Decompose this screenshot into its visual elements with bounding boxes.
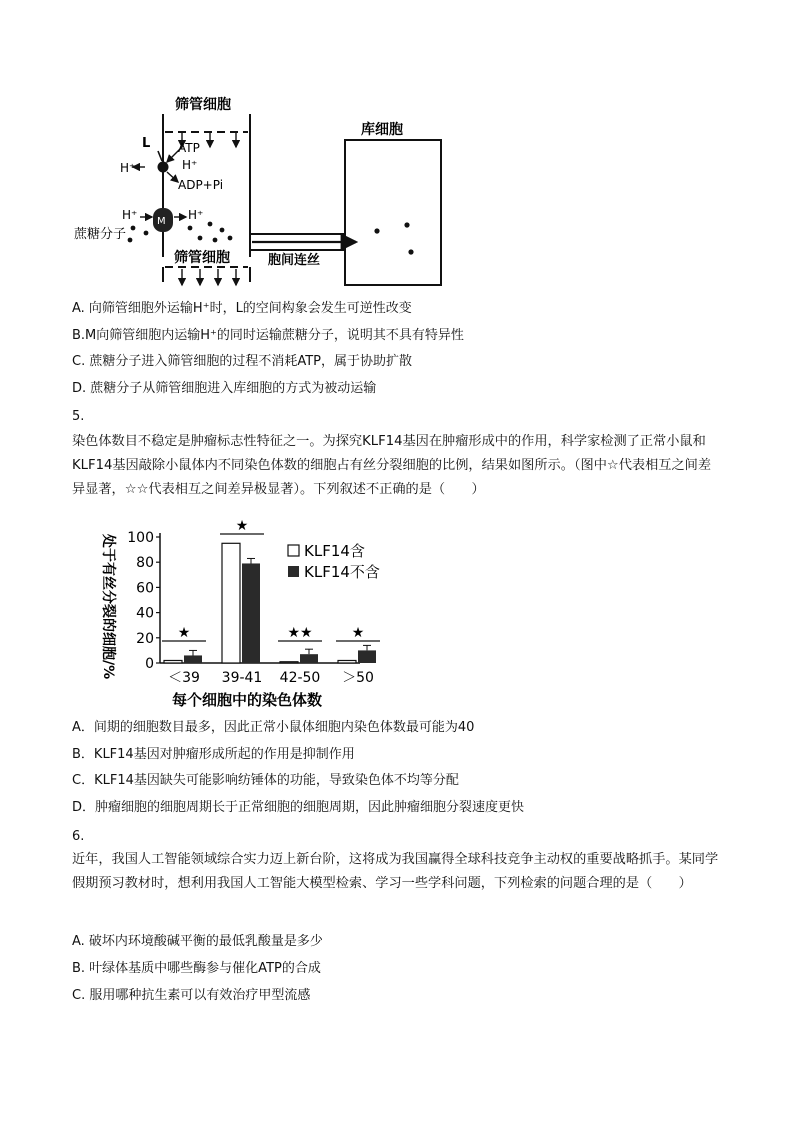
label-m-h-right: H⁺ [188, 208, 204, 222]
q5-option-c: C．KLF14基因缺失可能影响纺锤体的功能，导致染色体不均等分配 [72, 773, 459, 788]
bar-klf14-absent [184, 655, 202, 663]
label-sieve-top: 筛管细胞 [175, 97, 231, 113]
q6-stem: 近年，我国人工智能领域综合实力迈上新台阶，这将成为我国赢得全球科技竞争主动权的重要战略抓手。某同学假期预习教材时，想利用我国人工智能大模型检索、学习一些学科问题，下列检索的问题合理的是（ ） [72, 852, 719, 891]
label-adp: ADP+Pi [178, 178, 224, 192]
bar-klf14-present [280, 662, 298, 663]
q4-option-a: A. 向筛管细胞外运输H⁺时，L的空间构象会发生可逆性改变 [72, 301, 412, 316]
y-tick-label: 60 [136, 580, 154, 597]
q6-option-c: C. 服用哪种抗生素可以有效治疗甲型流感 [72, 988, 311, 1003]
label-m: M [157, 216, 166, 227]
legend-label-present: KLF14含 [304, 542, 365, 560]
label-m-h-left: H⁺ [122, 208, 138, 222]
significance-star: ★★ [287, 625, 313, 641]
q4-option-c: C. 蔗糖分子进入筛管细胞的过程不消耗ATP，属于协助扩散 [72, 354, 413, 369]
q6-number: 6. [72, 829, 85, 844]
label-plasmodesma: 胞间连丝 [268, 253, 321, 268]
mitosis-bar-chart [90, 512, 410, 712]
legend-label-absent: KLF14不含 [304, 563, 380, 581]
bar-klf14-absent [242, 563, 260, 663]
x-tick-label: ＜39 [168, 670, 200, 686]
q6-option-b: B. 叶绿体基质中哪些酶参与催化ATP的合成 [72, 961, 321, 976]
x-tick-label: 42-50 [279, 670, 321, 686]
q5-stem: 染色体数目不稳定是肿瘤标志性特征之一。为探究KLF14基因在肿瘤形成中的作用，科学家检测了正常小鼠和KLF14基因敲除小鼠体内不同染色体数的细胞占有丝分裂细胞的比例，结果如图所示。（图中☆代表相互之间差异显著，☆☆代表相互之间差异极显著）。下列叙述不正确的是（ ） [72, 434, 712, 497]
significance-star: ★ [177, 625, 191, 641]
significance-star: ★ [235, 518, 249, 534]
label-atp: ATP [178, 141, 200, 155]
bar-klf14-present [164, 660, 182, 663]
label-h-left: H⁺ [120, 161, 136, 175]
bar-klf14-absent [358, 650, 376, 663]
q5-number: 5. [72, 409, 85, 424]
label-sieve-bottom: 筛管细胞 [174, 250, 230, 266]
label-l: L [142, 136, 151, 151]
label-h-right: H⁺ [182, 158, 198, 172]
y-tick-label: 0 [145, 656, 154, 672]
label-sucrose: 蔗糖分子 [74, 227, 127, 242]
y-tick-label: 20 [136, 630, 154, 647]
legend-swatch-absent [288, 566, 299, 577]
q5-option-d: D．肿瘤细胞的细胞周期长于正常细胞的细胞周期，因此肿瘤细胞分裂速度更快 [72, 800, 525, 815]
sieve-tube-diagram [70, 92, 470, 292]
significance-star: ★ [351, 625, 365, 641]
q4-option-b: B.M向筛管细胞内运输H⁺的同时运输蔗糖分子，说明其不具有特异性 [72, 328, 464, 343]
y-tick-label: 40 [136, 605, 154, 622]
label-storage: 库细胞 [361, 122, 403, 138]
chart-x-label: 每个细胞中的染色体数 [172, 691, 323, 709]
q5-option-b: B．KLF14基因对肿瘤形成所起的作用是抑制作用 [72, 747, 355, 762]
bar-klf14-present [338, 660, 356, 663]
legend-swatch-present [288, 545, 299, 556]
q4-option-d: D. 蔗糖分子从筛管细胞进入库细胞的方式为被动运输 [72, 381, 377, 396]
q6-option-a: A. 破坏内环境酸碱平衡的最低乳酸量是多少 [72, 934, 323, 949]
x-tick-label: ＞50 [342, 670, 374, 686]
x-tick-label: 39-41 [221, 670, 263, 686]
chart-y-label: 处于有丝分裂的细胞/% [100, 534, 116, 680]
q5-option-a: A．间期的细胞数目最多，因此正常小鼠体细胞内染色体数最可能为40 [72, 720, 475, 735]
y-tick-label: 80 [136, 555, 154, 572]
bar-klf14-present [222, 543, 240, 663]
y-tick-label: 100 [127, 530, 154, 546]
bar-klf14-absent [300, 654, 318, 663]
